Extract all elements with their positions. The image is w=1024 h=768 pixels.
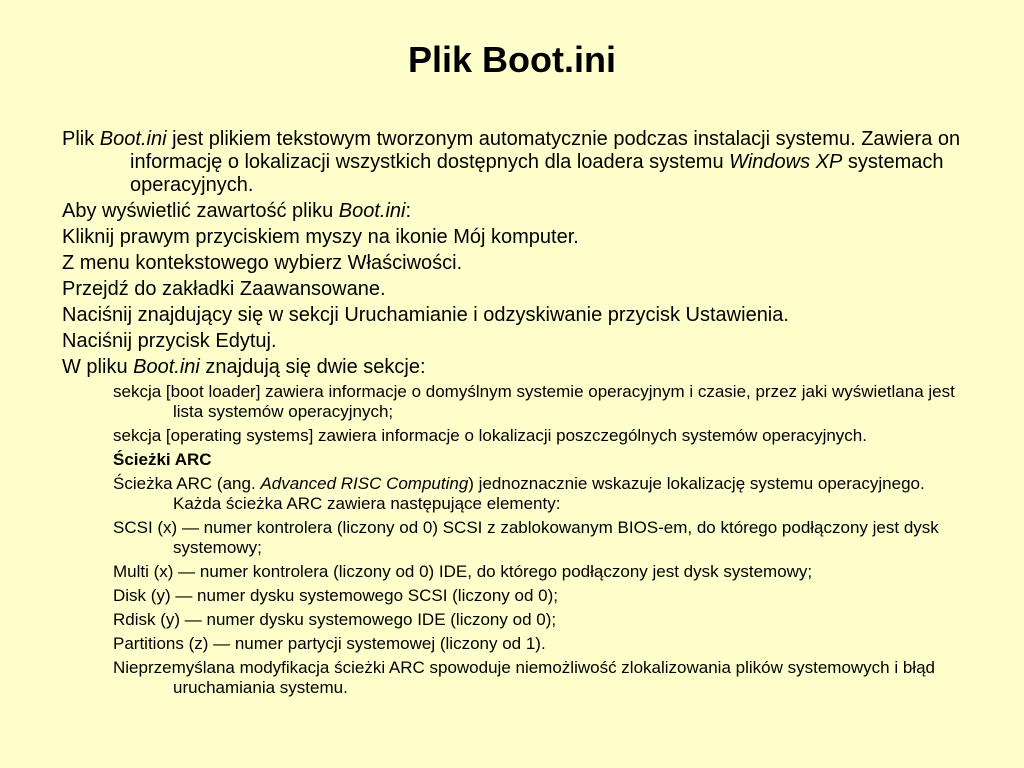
arc-element-item: Disk (y) — numer dysku systemowego SCSI (liczony od 0); xyxy=(113,586,558,605)
arc-description xyxy=(113,474,962,514)
warning-note: Nieprzemyślana modyfikacja ścieżki ARC spowoduje niemożliwość zlokalizowania plików systemowych i błąd uruchamiania systemu. xyxy=(113,658,935,697)
slide-body xyxy=(62,128,962,702)
sections-intro-file: Boot.ini xyxy=(133,356,200,378)
intro-prefix: Plik xyxy=(62,128,100,150)
sections-intro-suffix: znajdują się dwie sekcje: xyxy=(199,356,426,378)
arc-desc-prefix: Ścieżka ARC (ang. xyxy=(113,474,261,493)
step-item: Naciśnij znajdujący się w sekcji Uruchamianie i odzyskiwanie przycisk Ustawienia. xyxy=(62,304,789,326)
arc-element-item: Rdisk (y) — numer dysku systemowego IDE (liczony od 0); xyxy=(113,610,557,629)
arc-heading: Ścieżki ARC xyxy=(113,450,212,469)
intro-suffix: systemach operacyjnych. xyxy=(130,151,944,196)
intro-paragraph xyxy=(62,128,962,197)
arc-element-item: Partitions (z) — numer partycji systemowej (liczony od 1). xyxy=(113,634,546,653)
step-item: Z menu kontekstowego wybierz Właściwości. xyxy=(62,252,463,274)
arc-desc-term: Advanced RISC Computing xyxy=(260,474,469,493)
slide-title: Plik Boot.ini xyxy=(407,39,616,80)
intro-os: Windows XP xyxy=(729,151,843,173)
step-item: Naciśnij przycisk Edytuj. xyxy=(62,330,277,352)
arc-desc-suffix: ) jednoznacznie wskazuje lokalizację systemu operacyjnego. Każda ścieżka ARC zawiera następujące elementy: xyxy=(173,474,925,513)
intro-file: Boot.ini xyxy=(99,128,167,150)
show-suffix: : xyxy=(405,200,412,222)
show-file: Boot.ini xyxy=(338,200,406,222)
sections-intro xyxy=(62,356,962,379)
sections-intro-prefix: W pliku xyxy=(62,356,134,378)
section-item: sekcja [boot loader] zawiera informacje o domyślnym systemie operacyjnym i czasie, przez jaki wyświetlana jest lista systemów operacyjnych; xyxy=(113,382,955,421)
arc-element-item: SCSI (x) — numer kontrolera (liczony od 0) SCSI z zablokowanym BIOS-em, do którego podłączony jest dysk systemowy; xyxy=(113,518,939,557)
arc-element-item: Multi (x) — numer kontrolera (liczony od 0) IDE, do którego podłączony jest dysk systemowy; xyxy=(113,562,813,581)
step-item: Przejdź do zakładki Zaawansowane. xyxy=(62,278,386,300)
show-prefix: Aby wyświetlić zawartość pliku xyxy=(62,200,339,222)
section-item: sekcja [operating systems] zawiera informacje o lokalizacji poszczególnych systemów operacyjnych. xyxy=(113,426,867,445)
intro-middle: jest plikiem tekstowym tworzonym automatycznie podczas instalacji systemu. Zawiera on informację o lokalizacji wszystkich dostępnych dla loadera systemu xyxy=(130,128,961,173)
step-item: Kliknij prawym przyciskiem myszy na ikonie Mój komputer. xyxy=(62,226,579,248)
show-paragraph xyxy=(62,200,962,223)
